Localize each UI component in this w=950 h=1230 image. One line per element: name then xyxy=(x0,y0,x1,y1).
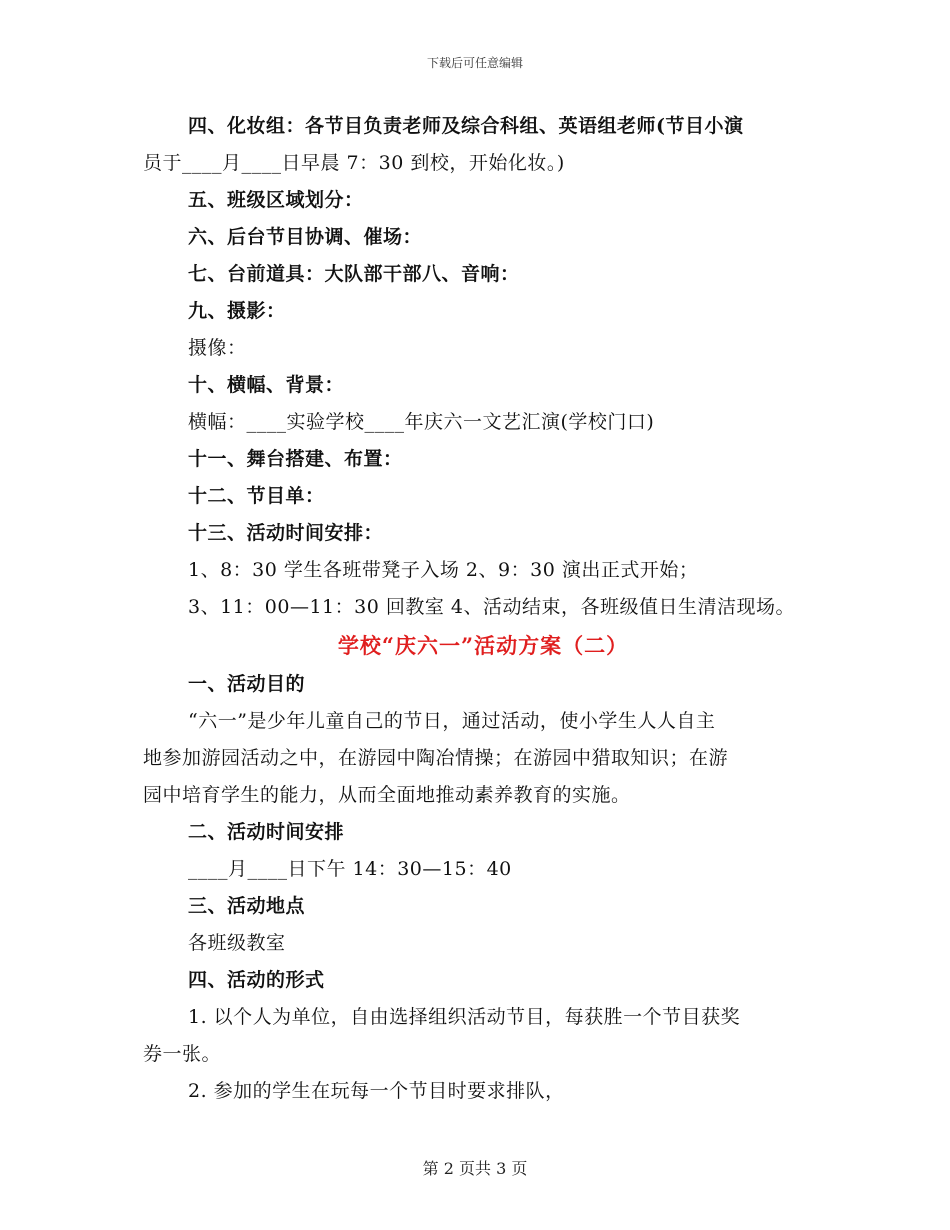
paragraph-line: “六一”是少年儿童自己的节日，通过活动，使小学生人人自主 xyxy=(188,710,716,732)
body-line: 3、11：00—11：30 回教室 4、活动结束，各班级值日生清洁现场。 xyxy=(188,596,795,618)
section-heading xyxy=(143,108,823,145)
paragraph-line: 园中培育学生的能力，从而全面地推动素养教育的实施。 xyxy=(143,784,631,806)
section-heading: 十一、舞台搭建、布置： xyxy=(188,448,403,470)
section-heading: 六、后台节目协调、催场： xyxy=(188,226,423,248)
section-heading: 七、台前道具：大队部干部八、音响： xyxy=(188,263,520,285)
body-line: 各班级教室 xyxy=(188,932,286,954)
list-item: 1. 以个人为单位，自由选择组织活动节目，每获胜一个节目获奖 xyxy=(188,1006,741,1028)
section-heading: 十三、活动时间安排： xyxy=(188,522,384,544)
body-line: 1、8：30 学生各班带凳子入场 2、9：30 演出正式开始； xyxy=(188,559,699,581)
heading-text: 四、化妆组：各节目负责老师及综合科组、英语组老师(节目小演 xyxy=(188,115,744,137)
section-heading: 四、活动的形式 xyxy=(188,969,325,991)
section-heading: 一、活动目的 xyxy=(188,673,306,695)
body-line: 横幅：____实验学校____年庆六一文艺汇演(学校门口) xyxy=(188,411,655,433)
section-heading: 十、横幅、背景： xyxy=(188,374,345,396)
section-heading: 十二、节目单： xyxy=(188,485,325,507)
document-body xyxy=(143,108,823,1110)
section-heading: 九、摄影： xyxy=(188,300,286,322)
list-item-continued: 券一张。 xyxy=(143,1043,222,1065)
body-line: 员于____月____日早晨 7：30 到校，开始化妆。) xyxy=(143,152,565,174)
document-title: 学校“庆六一”活动方案（二） xyxy=(337,633,629,658)
section-heading: 五、班级区域划分： xyxy=(188,189,364,211)
body-line: ____月____日下午 14：30—15：40 xyxy=(188,858,512,880)
paragraph-line: 地参加游园活动之中，在游园中陶冶情操；在游园中猎取知识；在游 xyxy=(143,747,729,769)
page-footer: 第 2 页共 3 页 xyxy=(422,1159,528,1178)
list-item: 2. 参加的学生在玩每一个节目时要求排队， xyxy=(188,1080,565,1102)
section-heading: 三、活动地点 xyxy=(188,895,306,917)
section-heading: 二、活动时间安排 xyxy=(188,821,345,843)
body-line: 摄像： xyxy=(188,337,247,359)
page-header: 下载后可任意编辑 xyxy=(426,56,523,70)
